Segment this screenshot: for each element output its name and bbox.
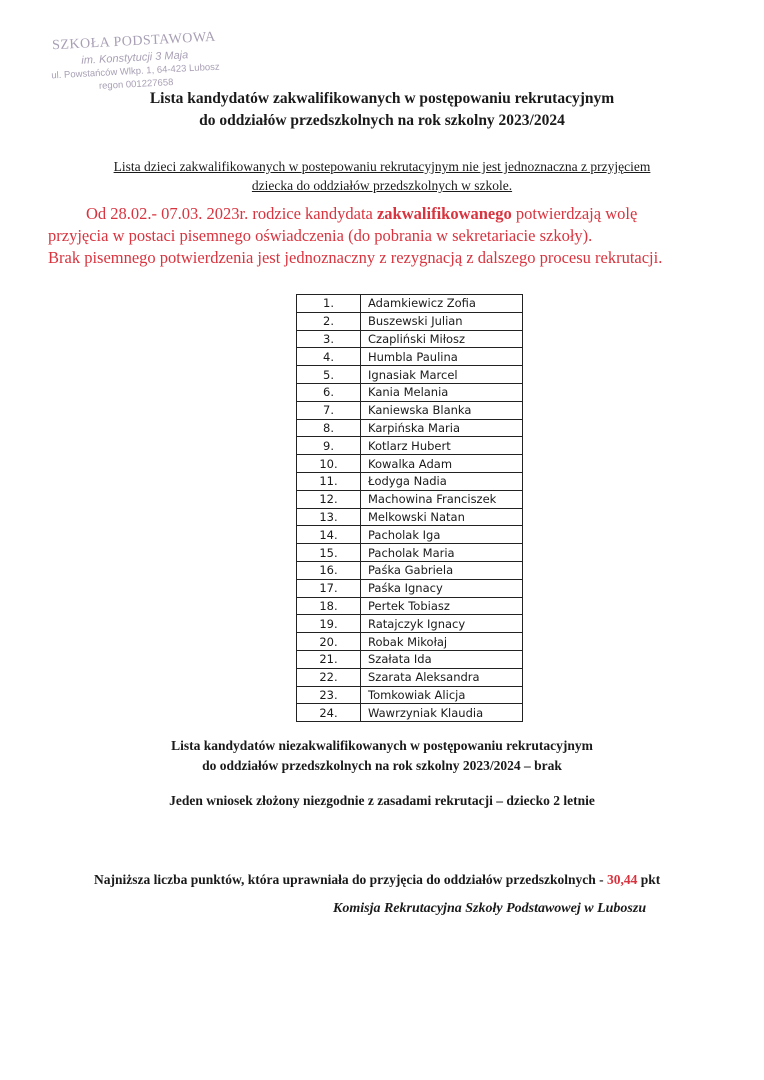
candidate-name: Kania Melania (361, 383, 523, 401)
table-row (297, 544, 523, 562)
row-number: 10. (297, 455, 361, 473)
row-number: 17. (297, 579, 361, 597)
table-row (297, 455, 523, 473)
invalid-application-note: Jeden wniosek złożony niezgodnie z zasadami rekrutacji – dziecko 2 letnie (169, 793, 595, 808)
candidate-name: Wawrzyniak Klaudia (361, 704, 523, 722)
row-number: 24. (297, 704, 361, 722)
row-number: 6. (297, 383, 361, 401)
note-line-2: dziecka do oddziałów przedszkolnych w szkole. (251, 178, 513, 193)
table-row (297, 561, 523, 579)
row-number: 12. (297, 490, 361, 508)
candidate-name: Melkowski Natan (361, 508, 523, 526)
row-number: 13. (297, 508, 361, 526)
lowest-score-label: Najniższa liczba punktów, która uprawniała do przyjęcia do oddziałów przedszkolnych - (94, 872, 608, 887)
table-row (297, 597, 523, 615)
candidate-name: Machowina Franciszek (361, 490, 523, 508)
candidate-name: Ignasiak Marcel (361, 366, 523, 384)
table-row (297, 526, 523, 544)
confirmation-notice (48, 203, 738, 269)
unqualified-section (0, 736, 764, 776)
table-row (297, 419, 523, 437)
candidate-name: Paśka Gabriela (361, 561, 523, 579)
candidate-name: Kotlarz Hubert (361, 437, 523, 455)
table-row (297, 508, 523, 526)
qualification-note (0, 157, 764, 195)
candidate-name: Szałata Ida (361, 650, 523, 668)
title-line-2: do oddziałów przedszkolnych na rok szkolny 2023/2024 (199, 112, 565, 129)
candidate-name: Tomkowiak Alicja (361, 686, 523, 704)
candidate-name: Robak Mikołaj (361, 633, 523, 651)
row-number: 16. (297, 561, 361, 579)
row-number: 9. (297, 437, 361, 455)
row-number: 22. (297, 668, 361, 686)
school-stamp (39, 29, 232, 95)
table-row (297, 472, 523, 490)
table-row (297, 330, 523, 348)
candidate-name: Paśka Ignacy (361, 579, 523, 597)
row-number: 4. (297, 348, 361, 366)
row-number: 8. (297, 419, 361, 437)
table-row (297, 704, 523, 722)
notice-line-1 (48, 203, 738, 225)
table-row (297, 650, 523, 668)
row-number: 23. (297, 686, 361, 704)
table-row (297, 686, 523, 704)
row-number: 11. (297, 472, 361, 490)
candidate-name: Łodyga Nadia (361, 472, 523, 490)
notice-line-3: Brak pisemnego potwierdzenia jest jednoznaczny z rezygnacją z dalszego procesu rekrutacji. (48, 248, 663, 267)
document-title (0, 88, 764, 132)
row-number: 15. (297, 544, 361, 562)
candidate-name: Adamkiewicz Zofia (361, 295, 523, 313)
notice-qualified-word: zakwalifikowanego (376, 204, 512, 223)
table-row (297, 490, 523, 508)
candidate-name: Czapliński Miłosz (361, 330, 523, 348)
row-number: 18. (297, 597, 361, 615)
title-line-1: Lista kandydatów zakwalifikowanych w postępowaniu rekrutacyjnym (149, 90, 615, 107)
table-row (297, 668, 523, 686)
candidate-name: Pacholak Iga (361, 526, 523, 544)
table-row (297, 348, 523, 366)
candidate-name: Kaniewska Blanka (361, 401, 523, 419)
candidates-table (296, 294, 523, 722)
table-row (297, 615, 523, 633)
table-row (297, 366, 523, 384)
table-row (297, 401, 523, 419)
row-number: 20. (297, 633, 361, 651)
candidate-name: Pacholak Maria (361, 544, 523, 562)
table-row (297, 312, 523, 330)
candidate-name: Pertek Tobiasz (361, 597, 523, 615)
lowest-score-line (94, 872, 660, 888)
table-row (297, 633, 523, 651)
row-number: 7. (297, 401, 361, 419)
candidate-name: Humbla Paulina (361, 348, 523, 366)
note-line-1: Lista dzieci zakwalifikowanych w postepowaniu rekrutacyjnym nie jest jednoznaczna z przyjęciem (113, 159, 651, 174)
row-number: 19. (297, 615, 361, 633)
stamp-address: ul. Powstańców Wlkp. 1, 64-423 Lubosz (51, 61, 220, 82)
stamp-regon: regon 001227658 (98, 77, 174, 92)
lowest-score-value: 30,44 (607, 872, 638, 887)
stamp-patron: im. Konstytucji 3 Maja (81, 49, 189, 67)
table-row (297, 579, 523, 597)
unqualified-line-2: do oddziałów przedszkolnych na rok szkolny 2023/2024 – brak (202, 758, 562, 773)
candidate-name: Buszewski Julian (361, 312, 523, 330)
committee-signature: Komisja Rekrutacyjna Szkoły Podstawowej w Luboszu (333, 901, 647, 916)
table-row (297, 295, 523, 313)
table-row (297, 383, 523, 401)
table-row (297, 437, 523, 455)
unqualified-line-1: Lista kandydatów niezakwalifikowanych w postępowaniu rekrutacyjnym (171, 738, 593, 753)
candidate-name: Szarata Aleksandra (361, 668, 523, 686)
candidate-name: Karpińska Maria (361, 419, 523, 437)
stamp-school-name: SZKOŁA PODSTAWOWA (51, 29, 217, 54)
candidate-name: Ratajczyk Ignacy (361, 615, 523, 633)
row-number: 21. (297, 650, 361, 668)
row-number: 3. (297, 330, 361, 348)
lowest-score-unit: pkt (637, 872, 661, 887)
notice-dates: Od 28.02.- 07.03. 2023r. rodzice kandydata (86, 204, 377, 223)
notice-line-2: przyjęcia w postaci pisemnego oświadczenia (do pobrania w sekretariacie szkoły). (48, 226, 593, 245)
row-number: 5. (297, 366, 361, 384)
candidate-name: Kowalka Adam (361, 455, 523, 473)
row-number: 2. (297, 312, 361, 330)
row-number: 1. (297, 295, 361, 313)
row-number: 14. (297, 526, 361, 544)
notice-line-1-end: potwierdzają wolę (511, 204, 638, 223)
